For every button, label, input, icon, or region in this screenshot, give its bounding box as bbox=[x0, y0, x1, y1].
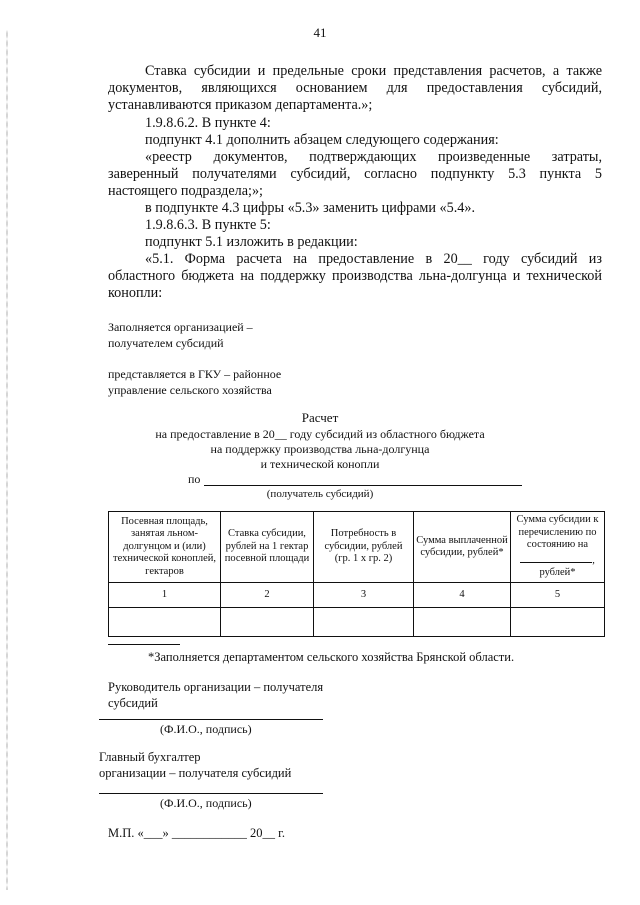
accountant-label-1: Главный бухгалтер bbox=[99, 750, 201, 764]
table-cell bbox=[221, 608, 314, 637]
table-header-cell: Ставка субсидии, рублей на 1 гектар посевной площади bbox=[221, 512, 314, 583]
stamp-date-line: М.П. «___» ____________ 20__ г. bbox=[108, 826, 285, 840]
recipient-caption: (получатель субсидий) bbox=[266, 488, 374, 500]
table-cell bbox=[314, 608, 414, 637]
form-title: Расчет bbox=[301, 410, 339, 425]
accountant-signature-line bbox=[99, 793, 323, 794]
footnote-separator bbox=[108, 644, 180, 645]
table-row-empty bbox=[109, 608, 605, 637]
table-header-cell-date bbox=[511, 512, 605, 583]
head-signature-label-2: субсидий bbox=[108, 696, 158, 710]
form-subtitle-3: и технической конопли bbox=[260, 457, 380, 471]
footnote: *Заполняется департаментом сельского хозяйства Брянской области. bbox=[148, 650, 515, 664]
submitted-to-line-2: управление сельского хозяйства bbox=[108, 383, 272, 397]
paragraph-subitem-5-1: подпункт 5.1 изложить в редакции: bbox=[145, 234, 358, 250]
head-signature-caption: (Ф.И.О., подпись) bbox=[160, 722, 252, 736]
recipient-name-line bbox=[204, 485, 522, 486]
paragraph-form-intro: «5.1. Форма расчета на предоставление в 20__ году субсидий из областного бюджета на поддержку производства льна-долгунца и технической конопли: bbox=[108, 251, 602, 301]
filled-by-line-1: Заполняется организацией – bbox=[108, 320, 253, 334]
paragraph-registry-quote: «реестр документов, подтверждающих произведенные затраты, заверенный получателями субсидий, согласно подпункту 5.3 пункта 5 настоящего подраздела;»; bbox=[108, 149, 602, 199]
submitted-to-line-1: представляется в ГКУ – районное bbox=[108, 367, 282, 381]
accountant-label-2: организации – получателя субсидий bbox=[99, 766, 292, 780]
table-cell bbox=[109, 608, 221, 637]
form-subtitle-1: на предоставление в 20__ году субсидий из областного бюджета bbox=[155, 427, 485, 441]
paragraph-item-1-9-8-6-3: 1.9.8.6.3. В пункте 5: bbox=[145, 217, 271, 233]
table-header-text: Сумма субсидии к перечислению по состоянию на bbox=[516, 514, 599, 551]
paragraph-subitem-4-3: в подпункте 4.3 цифры «5.3» заменить цифрами «5.4». bbox=[145, 200, 476, 216]
table-row-column-numbers bbox=[109, 583, 605, 608]
table-header-cell: Посевная площадь, занятая льном-долгунцом и (или) технической коноплей, гектаров bbox=[109, 512, 221, 583]
head-signature-label-1: Руководитель организации – получателя bbox=[108, 680, 324, 694]
table-cell: 5 bbox=[511, 583, 605, 608]
table-cell bbox=[511, 608, 605, 637]
subsidy-calculation-table bbox=[108, 511, 605, 637]
page-number: 41 bbox=[313, 25, 327, 40]
date-blank-line bbox=[520, 552, 592, 563]
table-header-cell: Сумма выплаченной субсидии, рублей* bbox=[414, 512, 511, 583]
accountant-signature-caption: (Ф.И.О., подпись) bbox=[160, 796, 252, 810]
table-cell: 1 bbox=[109, 583, 221, 608]
paragraph-subitem-4-1: подпункт 4.1 дополнить абзацем следующего содержания: bbox=[145, 132, 499, 148]
form-subtitle-2: на поддержку производства льна-долгунца bbox=[210, 442, 430, 456]
table-header-suffix: , рублей* bbox=[539, 554, 595, 579]
table-header-row bbox=[109, 512, 605, 583]
table-cell: 3 bbox=[314, 583, 414, 608]
table-cell bbox=[414, 608, 511, 637]
table-cell: 4 bbox=[414, 583, 511, 608]
filled-by-line-2: получателем субсидий bbox=[108, 336, 224, 350]
paragraph-subsidy-rate: Ставка субсидии и предельные сроки представления расчетов, а также документов, являющихся основанием для предоставления субсидий, устанавливаются приказом департамента.»; bbox=[108, 63, 602, 113]
table-header-cell: Потребность в субсидии, рублей (гр. 1 х гр. 2) bbox=[314, 512, 414, 583]
head-signature-line bbox=[99, 719, 323, 720]
table-cell: 2 bbox=[221, 583, 314, 608]
recipient-by-label: по bbox=[188, 472, 201, 486]
paragraph-item-1-9-8-6-2: 1.9.8.6.2. В пункте 4: bbox=[145, 115, 271, 131]
